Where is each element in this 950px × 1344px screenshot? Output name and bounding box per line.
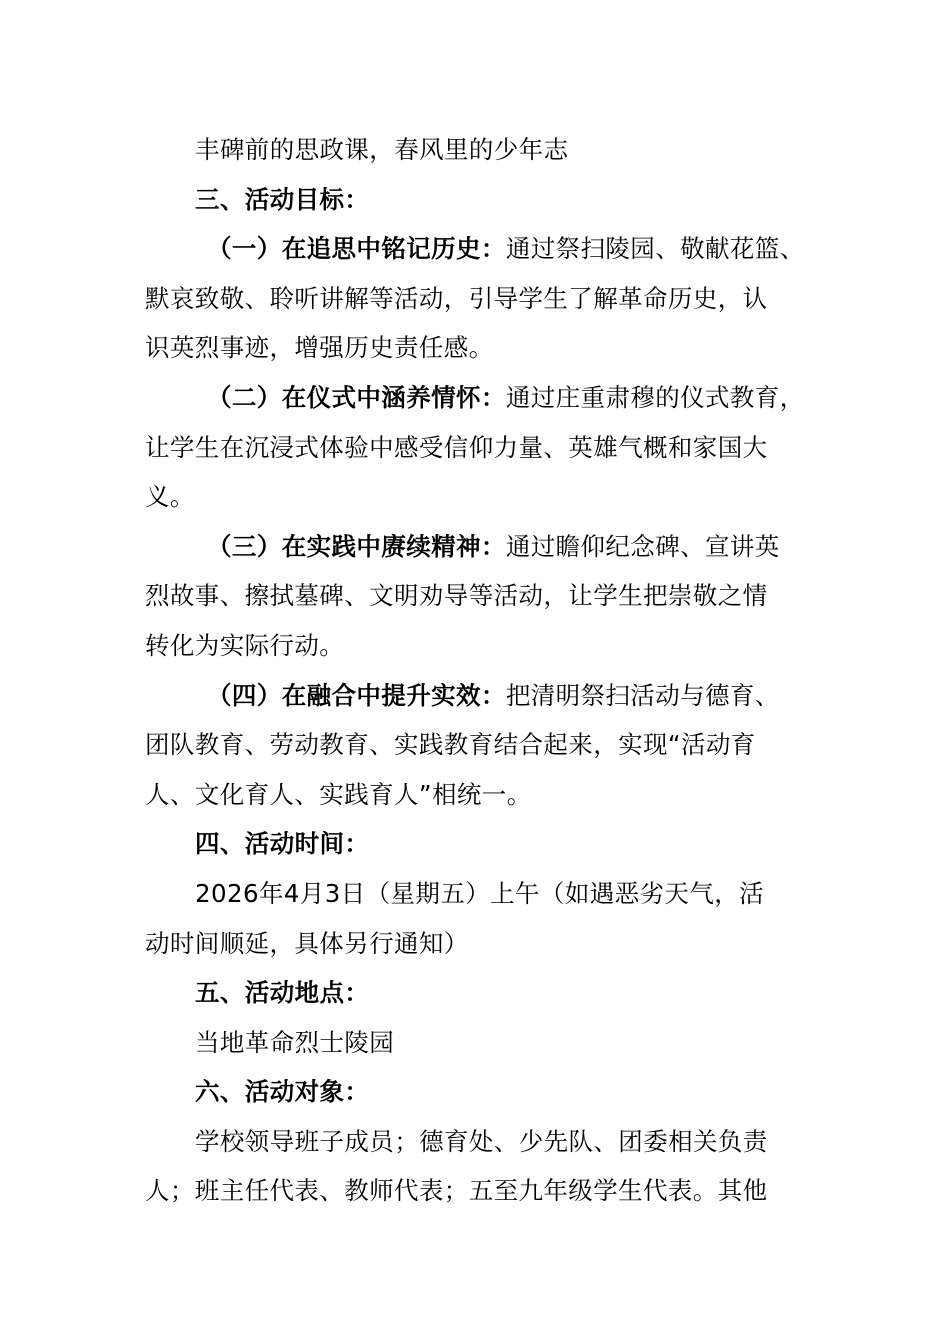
objective-item-2 bbox=[145, 373, 835, 423]
paragraph-line bbox=[145, 125, 835, 175]
objective-title: （二）在仪式中涵养情怀： bbox=[207, 382, 506, 412]
body-text: 当地革命烈士陵园 bbox=[195, 1027, 395, 1057]
body-text: 人；班主任代表、教师代表；五至九年级学生代表。其他 bbox=[145, 1176, 768, 1206]
paragraph-line bbox=[145, 323, 835, 373]
heading-text: 三、活动目标： bbox=[195, 184, 370, 214]
section-heading-objectives bbox=[145, 175, 835, 225]
body-text: 通过庄重肃穆的仪式教育， bbox=[505, 382, 805, 412]
body-text: 通过瞻仰纪念碑、宣讲英 bbox=[505, 531, 780, 561]
paragraph-line bbox=[145, 423, 835, 473]
paragraph-line bbox=[145, 1166, 835, 1216]
body-text: 把清明祭扫活动与德育、 bbox=[505, 680, 780, 710]
body-text: 转化为实际行动。 bbox=[145, 630, 345, 660]
objective-item-4 bbox=[145, 671, 835, 721]
paragraph-line bbox=[145, 919, 835, 969]
objective-item-3 bbox=[145, 522, 835, 572]
paragraph-line bbox=[145, 472, 835, 522]
heading-text: 五、活动地点： bbox=[195, 978, 370, 1008]
body-text: 让学生在沉浸式体验中感受信仰力量、英雄气概和家国大 bbox=[145, 432, 768, 462]
body-text: 动时间顺延，具体另行通知） bbox=[145, 928, 469, 958]
paragraph-line bbox=[145, 621, 835, 671]
document-body bbox=[145, 125, 835, 1216]
heading-text: 四、活动时间： bbox=[195, 829, 370, 859]
paragraph-line bbox=[145, 274, 835, 324]
body-text: 人、文化育人、实践育人”相统一。 bbox=[145, 779, 532, 809]
section-heading-participants bbox=[145, 1067, 835, 1117]
paragraph-line bbox=[145, 720, 835, 770]
body-text: 烈故事、擦拭墓碑、文明劝导等活动，让学生把崇敬之情 bbox=[145, 581, 768, 611]
heading-text: 六、活动对象： bbox=[195, 1077, 370, 1107]
body-text: 默哀致敬、聆听讲解等活动，引导学生了解革命历史，认 bbox=[145, 283, 768, 313]
paragraph-line bbox=[145, 770, 835, 820]
body-text: 团队教育、劳动教育、实践教育结合起来，实现“活动育 bbox=[145, 730, 756, 760]
body-text: 识英烈事迹，增强历史责任感。 bbox=[145, 333, 494, 363]
body-text: 学校领导班子成员；德育处、少先队、团委相关负责 bbox=[195, 1126, 768, 1156]
body-text: 丰碑前的思政课，春风里的少年志 bbox=[195, 135, 569, 164]
objective-item-1 bbox=[145, 224, 835, 274]
body-text: 2026年4月3日（星期五）上午（如遇恶劣天气，活 bbox=[195, 878, 765, 908]
paragraph-line bbox=[145, 571, 835, 621]
paragraph-line bbox=[145, 1018, 835, 1068]
paragraph-line bbox=[145, 869, 835, 919]
section-heading-time bbox=[145, 819, 835, 869]
objective-title: （一）在追思中铭记历史： bbox=[207, 234, 506, 264]
objective-title: （三）在实践中赓续精神： bbox=[207, 531, 506, 561]
paragraph-line bbox=[145, 1117, 835, 1167]
body-text: 通过祭扫陵园、敬献花篮、 bbox=[505, 234, 805, 264]
body-text: 义。 bbox=[145, 482, 195, 512]
section-heading-location bbox=[145, 968, 835, 1018]
objective-title: （四）在融合中提升实效： bbox=[207, 680, 506, 710]
